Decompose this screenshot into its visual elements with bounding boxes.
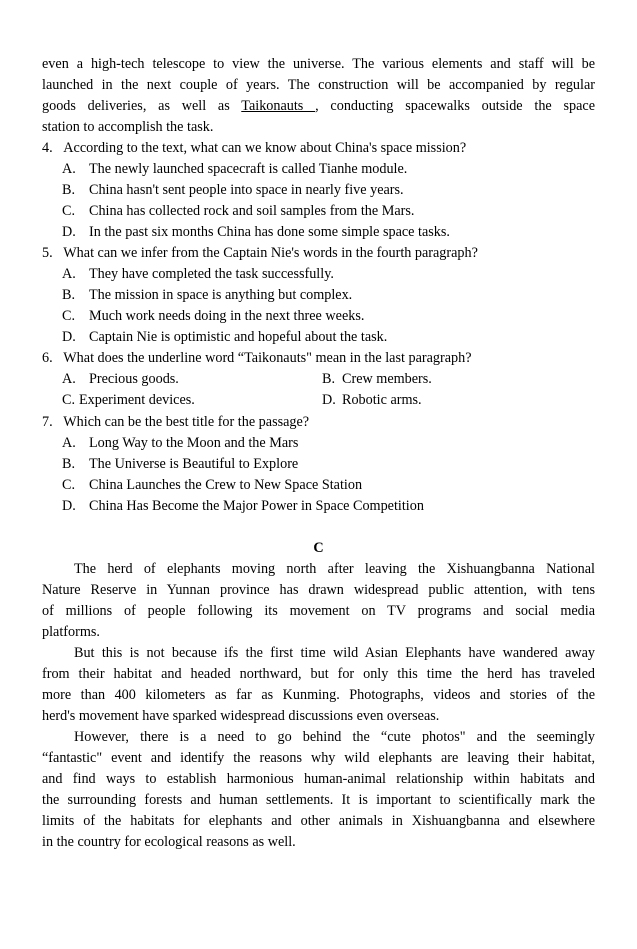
q5-option-b[interactable] — [62, 285, 582, 306]
option-text: The mission in space is anything but complex. — [89, 287, 353, 303]
section-heading-c: C — [313, 540, 324, 556]
question-4 — [42, 138, 595, 159]
para-c3-line-5: limits of the habitats for elephants and other animals in Xishuangbanna and elsewhere — [42, 813, 595, 829]
option-text: Precious goods. — [89, 371, 179, 387]
para-c3-line-2: “fantastic" event and identify the reasons why wild elephants are leaving their habitat, — [42, 750, 595, 766]
q5-option-d[interactable] — [62, 327, 582, 348]
option-label: D. — [322, 392, 336, 408]
question-stem: Which can be the best title for the passage? — [63, 414, 310, 430]
option-text: Experiment devices. — [79, 392, 195, 408]
option-text: China Has Become the Major Power in Space Competition — [89, 498, 424, 514]
option-label: A. — [62, 266, 76, 282]
option-label: D. — [62, 224, 76, 240]
question-stem: According to the text, what can we know about China's space mission? — [63, 140, 467, 156]
question-7 — [42, 412, 595, 433]
q7-option-d[interactable] — [62, 496, 582, 517]
para-c2-line-2: from their habitat and headed northward, but for only this time the herd has traveled — [42, 666, 595, 682]
question-number: 7. — [42, 414, 53, 430]
option-label: A. — [62, 435, 76, 451]
option-text: Much work needs doing in the next three weeks. — [89, 308, 365, 324]
question-stem: What can we infer from the Captain Nie's words in the fourth paragraph? — [63, 245, 478, 261]
option-label: B. — [62, 456, 76, 472]
question-stem: What does the underline word “Taikonauts" mean in the last paragraph? — [63, 350, 472, 366]
passage-b-line-1: even a high-tech telescope to view the universe. The various elements and staff will be — [42, 56, 595, 72]
q6-option-b[interactable] — [322, 369, 432, 390]
q4-option-c[interactable] — [62, 201, 582, 222]
para-c3-line-1: However, there is a need to go behind the “cute photos" and the seemingly — [74, 729, 595, 745]
passage-b-line-2: launched in the next couple of years. The construction will be accompanied by regular — [42, 77, 595, 93]
option-label: A. — [62, 371, 76, 387]
q4-option-a[interactable] — [62, 159, 582, 180]
option-text: Crew members. — [342, 371, 432, 387]
q6-option-c[interactable] — [62, 390, 195, 411]
question-6 — [42, 348, 595, 369]
question-5 — [42, 243, 595, 264]
q4-option-d[interactable] — [62, 222, 582, 243]
option-label: C. — [62, 392, 76, 408]
option-text: Long Way to the Moon and the Mars — [89, 435, 299, 451]
option-text: China hasn't sent people into space in nearly five years. — [89, 182, 404, 198]
option-label: C. — [62, 308, 76, 324]
question-number: 5. — [42, 245, 53, 261]
taikonauts-underlined-word: Taikonauts — [241, 98, 316, 114]
q6-option-a[interactable] — [62, 369, 179, 390]
q7-option-a[interactable] — [62, 433, 582, 454]
option-label: C. — [62, 477, 76, 493]
passage-b-line-3 — [42, 96, 595, 117]
q7-option-c[interactable] — [62, 475, 582, 496]
option-text: The newly launched spacecraft is called Tianhe module. — [89, 161, 408, 177]
para-c1-line-4: platforms. — [42, 624, 100, 640]
option-label: D. — [62, 498, 76, 514]
para-c3-line-4: the surrounding forests and human settlements. It is important to scientifically mark the — [42, 792, 595, 808]
option-text: Robotic arms. — [342, 392, 422, 408]
option-label: B. — [62, 287, 76, 303]
passage-text: , conducting spacewalks outside the space — [315, 98, 595, 114]
para-c3-line-6: in the country for ecological reasons as well. — [42, 834, 296, 850]
para-c3-line-3: and find ways to establish harmonious human-animal relationship within habitats and — [42, 771, 595, 787]
question-number: 6. — [42, 350, 53, 366]
q5-option-a[interactable] — [62, 264, 582, 285]
option-label: C. — [62, 203, 76, 219]
option-text: The Universe is Beautiful to Explore — [89, 456, 299, 472]
option-text: China Launches the Crew to New Space Station — [89, 477, 363, 493]
q5-option-c[interactable] — [62, 306, 582, 327]
option-label: A. — [62, 161, 76, 177]
passage-b-line-4: station to accomplish the task. — [42, 119, 214, 135]
option-text: In the past six months China has done some simple space tasks. — [89, 224, 450, 240]
para-c2-line-1: But this is not because ifs the first time wild Asian Elephants have wandered away — [74, 645, 595, 661]
option-label: B. — [62, 182, 76, 198]
q6-option-d[interactable] — [322, 390, 422, 411]
q4-option-b[interactable] — [62, 180, 582, 201]
option-text: Captain Nie is optimistic and hopeful about the task. — [89, 329, 388, 345]
passage-text: goods deliveries, as well as — [42, 98, 242, 114]
option-label: B. — [322, 371, 336, 387]
option-text: They have completed the task successfully. — [89, 266, 334, 282]
question-number: 4. — [42, 140, 53, 156]
q7-option-b[interactable] — [62, 454, 582, 475]
para-c2-line-4: herd's movement have sparked widespread discussions even overseas. — [42, 708, 440, 724]
option-text: China has collected rock and soil samples from the Mars. — [89, 203, 415, 219]
option-label: D. — [62, 329, 76, 345]
para-c1-line-2: Nature Reserve in Yunnan province has drawn widespread public attention, with tens — [42, 582, 595, 598]
para-c2-line-3: more than 400 kilometers as far as Kunming. Photographs, videos and stories of the — [42, 687, 595, 703]
para-c1-line-3: of millions of people following its movement on TV programs and social media — [42, 603, 595, 619]
para-c1-line-1: The herd of elephants moving north after leaving the Xishuangbanna National — [74, 561, 595, 577]
